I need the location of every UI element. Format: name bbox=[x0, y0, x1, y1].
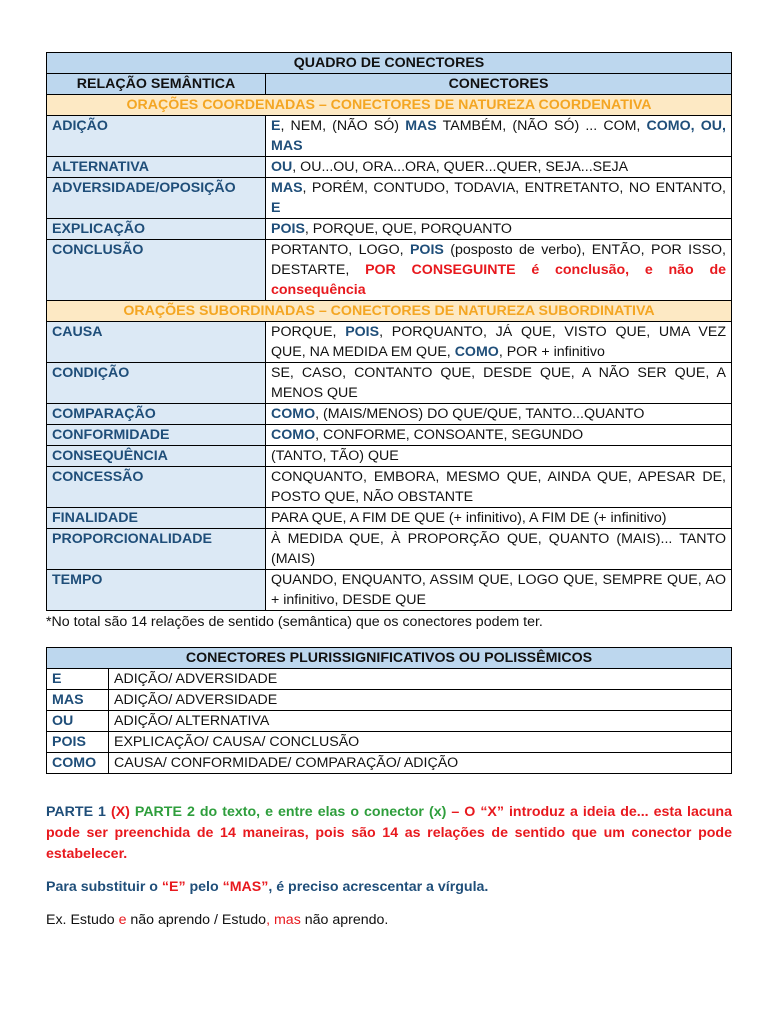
footnote: *No total são 14 relações de sentido (semântica) que os conectores podem ter. bbox=[46, 614, 543, 630]
text-segment: CONQUANTO, EMBORA, MESMO QUE, AINDA QUE, APESAR DE, POSTO QUE, NÃO OBSTANTE bbox=[271, 469, 726, 505]
text-segment: do texto, e entre elas o conector (x) bbox=[199, 804, 452, 820]
relation-cell: EXPLICAÇÃO bbox=[47, 219, 266, 240]
relation-cell: PROPORCIONALIDADE bbox=[47, 529, 266, 570]
text-segment: OU bbox=[271, 159, 293, 175]
relation-cell: TEMPO bbox=[47, 570, 266, 611]
column-header-row bbox=[47, 74, 732, 95]
table-row bbox=[47, 753, 732, 774]
connector-meanings: EXPLICAÇÃO/ CAUSA/ CONCLUSÃO bbox=[109, 732, 732, 753]
text-segment: , NEM, (NÃO SÓ) bbox=[280, 118, 406, 134]
relation-cell: FINALIDADE bbox=[47, 508, 266, 529]
table-row bbox=[47, 178, 732, 219]
text-segment: (X) bbox=[110, 804, 135, 820]
table-row bbox=[47, 219, 732, 240]
table-row bbox=[47, 446, 732, 467]
text-segment: PARTE 1 bbox=[46, 804, 111, 820]
text-segment: MAS bbox=[405, 118, 437, 134]
text-segment: PORQUE, bbox=[271, 324, 346, 340]
text-segment: TAMBÉM, (NÃO SÓ) ... COM, bbox=[436, 118, 647, 134]
relation-cell: ALTERNATIVA bbox=[47, 157, 266, 178]
text-segment: , PORÉM, CONTUDO, TODAVIA, ENTRETANTO, NO ENTANTO, bbox=[302, 180, 726, 196]
text-segment: , (MAIS/MENOS) DO QUE/QUE, TANTO...QUANTO bbox=[315, 406, 645, 422]
table-row bbox=[47, 240, 732, 301]
text-segment: POIS bbox=[409, 242, 444, 258]
polysemic-title-row bbox=[47, 648, 732, 669]
connectors-cell bbox=[266, 219, 732, 240]
table-row bbox=[47, 363, 732, 404]
text-segment: O “X” introduz a ideia de... esta lacuna pode ser preenchida de 14 maneiras, pois são 14 as relações de sentido que um conector pode estabelecer. bbox=[46, 804, 732, 862]
table-row bbox=[47, 508, 732, 529]
connector-meanings: CAUSA/ CONFORMIDADE/ COMPARAÇÃO/ ADIÇÃO bbox=[109, 753, 732, 774]
connectors-table bbox=[46, 52, 732, 611]
table-row bbox=[47, 425, 732, 446]
text-segment: MAS bbox=[271, 180, 303, 196]
connectors-cell bbox=[266, 529, 732, 570]
text-segment: QUANDO, ENQUANTO, ASSIM QUE, LOGO QUE, SEMPRE QUE, AO + infinitivo, DESDE QUE bbox=[271, 572, 726, 608]
text-segment: POR CONSEGUINTE é conclusão, e não de consequência bbox=[271, 262, 727, 298]
section-subordinadas: ORAÇÕES SUBORDINADAS – CONECTORES DE NATUREZA SUBORDINATIVA bbox=[47, 301, 732, 322]
text-segment: PARTE 2 bbox=[134, 804, 200, 820]
text-segment: “E” bbox=[161, 879, 186, 895]
text-segment: SE, CASO, CONTANTO QUE, DESDE QUE, A NÃO SER QUE, A MENOS QUE bbox=[271, 365, 726, 401]
connector-key: POIS bbox=[47, 732, 109, 753]
coordinate-rows bbox=[47, 116, 732, 301]
text-segment: (posposto de verbo), ENTÃO, POR ISSO, DESTARTE, bbox=[271, 242, 726, 278]
text-segment: mas bbox=[273, 912, 301, 928]
connectors-cell bbox=[266, 446, 732, 467]
substitution-paragraph bbox=[46, 877, 732, 898]
table-row bbox=[47, 570, 732, 611]
section-coordenadas: ORAÇÕES COORDENADAS – CONECTORES DE NATUREZA COORDENATIVA bbox=[47, 95, 732, 116]
connectors-cell bbox=[266, 157, 732, 178]
text-segment: COMO, bbox=[646, 118, 695, 134]
connector-key: MAS bbox=[47, 690, 109, 711]
table-row bbox=[47, 690, 732, 711]
text-segment: POIS bbox=[271, 221, 305, 237]
relation-cell: CONFORMIDADE bbox=[47, 425, 266, 446]
text-segment: E bbox=[271, 118, 281, 134]
connectors-cell bbox=[266, 363, 732, 404]
column-header-relacao: RELAÇÃO SEMÂNTICA bbox=[47, 74, 266, 95]
text-segment: não aprendo / Estudo bbox=[126, 912, 267, 928]
connectors-cell bbox=[266, 322, 732, 363]
text-segment: , PORQUE, QUE, PORQUANTO bbox=[304, 221, 512, 237]
table-row bbox=[47, 157, 732, 178]
text-segment: , OU...OU, ORA...ORA, QUER...QUER, SEJA...SEJA bbox=[292, 159, 629, 175]
text-segment: , POR + infinitivo bbox=[498, 344, 605, 360]
table-row bbox=[47, 404, 732, 425]
table-title-row bbox=[47, 53, 732, 74]
table-title: QUADRO DE CONECTORES bbox=[47, 53, 732, 74]
connector-meanings: ADIÇÃO/ ADVERSIDADE bbox=[109, 690, 732, 711]
polysemic-title: CONECTORES PLURISSIGNIFICATIVOS OU POLISSÊMICOS bbox=[47, 648, 732, 669]
text-segment: (TANTO, TÃO) QUE bbox=[271, 448, 399, 464]
table-row bbox=[47, 322, 732, 363]
connectors-cell bbox=[266, 570, 732, 611]
text-segment: “MAS” bbox=[222, 879, 269, 895]
relation-cell: ADVERSIDADE/OPOSIÇÃO bbox=[47, 178, 266, 219]
section-row-subordinadas bbox=[47, 301, 732, 322]
relation-cell: ADIÇÃO bbox=[47, 116, 266, 157]
table-row bbox=[47, 529, 732, 570]
text-segment: OU, MAS bbox=[271, 118, 726, 154]
text-segment: , CONFORME, CONSOANTE, SEGUNDO bbox=[315, 427, 584, 443]
text-segment: – bbox=[451, 804, 465, 820]
subordinate-rows bbox=[47, 322, 732, 611]
connectors-cell bbox=[266, 508, 732, 529]
connector-key: OU bbox=[47, 711, 109, 732]
connectors-cell bbox=[266, 404, 732, 425]
polysemic-table bbox=[46, 647, 732, 774]
relation-cell: CONSEQUÊNCIA bbox=[47, 446, 266, 467]
relation-cell: CONCESSÃO bbox=[47, 467, 266, 508]
connector-meanings: ADIÇÃO/ ADVERSIDADE bbox=[109, 669, 732, 690]
page bbox=[46, 52, 732, 931]
text-segment: COMO bbox=[271, 427, 316, 443]
text-segment: PORTANTO, LOGO, bbox=[271, 242, 410, 258]
text-segment: , PORQUANTO, JÁ QUE, VISTO QUE, UMA VEZ QUE, NA MEDIDA EM QUE, bbox=[271, 324, 726, 360]
connectors-cell bbox=[266, 425, 732, 446]
table-row bbox=[47, 732, 732, 753]
text-segment: COMO bbox=[454, 344, 499, 360]
section-row-coordenadas bbox=[47, 95, 732, 116]
example-paragraph bbox=[46, 910, 732, 931]
column-header-conectores: CONECTORES bbox=[266, 74, 732, 95]
connector-meanings: ADIÇÃO/ ALTERNATIVA bbox=[109, 711, 732, 732]
polysemic-rows bbox=[47, 669, 732, 774]
table-row bbox=[47, 467, 732, 508]
connectors-cell bbox=[266, 467, 732, 508]
explanation-paragraph bbox=[46, 802, 732, 865]
connector-key: E bbox=[47, 669, 109, 690]
text-segment: Para substituir o bbox=[46, 879, 162, 895]
text-segment: não aprendo. bbox=[300, 912, 389, 928]
connectors-cell bbox=[266, 116, 732, 157]
text-segment: e bbox=[118, 912, 127, 928]
connectors-cell bbox=[266, 178, 732, 219]
text-segment: POIS bbox=[345, 324, 380, 340]
text-segment: À MEDIDA QUE, À PROPORÇÃO QUE, QUANTO (MAIS)... TANTO (MAIS) bbox=[271, 531, 726, 567]
text-segment: COMO bbox=[271, 406, 316, 422]
table-row bbox=[47, 669, 732, 690]
table-row bbox=[47, 711, 732, 732]
relation-cell: COMPARAÇÃO bbox=[47, 404, 266, 425]
connectors-cell bbox=[266, 240, 732, 301]
relation-cell: CAUSA bbox=[47, 322, 266, 363]
connector-key: COMO bbox=[47, 753, 109, 774]
text-segment: , bbox=[266, 912, 271, 928]
relation-cell: CONDIÇÃO bbox=[47, 363, 266, 404]
text-segment: Ex. Estudo bbox=[46, 912, 119, 928]
text-segment: pelo bbox=[185, 879, 223, 895]
text-segment: , é preciso acrescentar a vírgula. bbox=[268, 879, 489, 895]
relation-cell: CONCLUSÃO bbox=[47, 240, 266, 301]
text-segment: E bbox=[271, 200, 281, 216]
table-row bbox=[47, 116, 732, 157]
text-segment: PARA QUE, A FIM DE QUE (+ infinitivo), A FIM DE (+ infinitivo) bbox=[271, 510, 667, 526]
